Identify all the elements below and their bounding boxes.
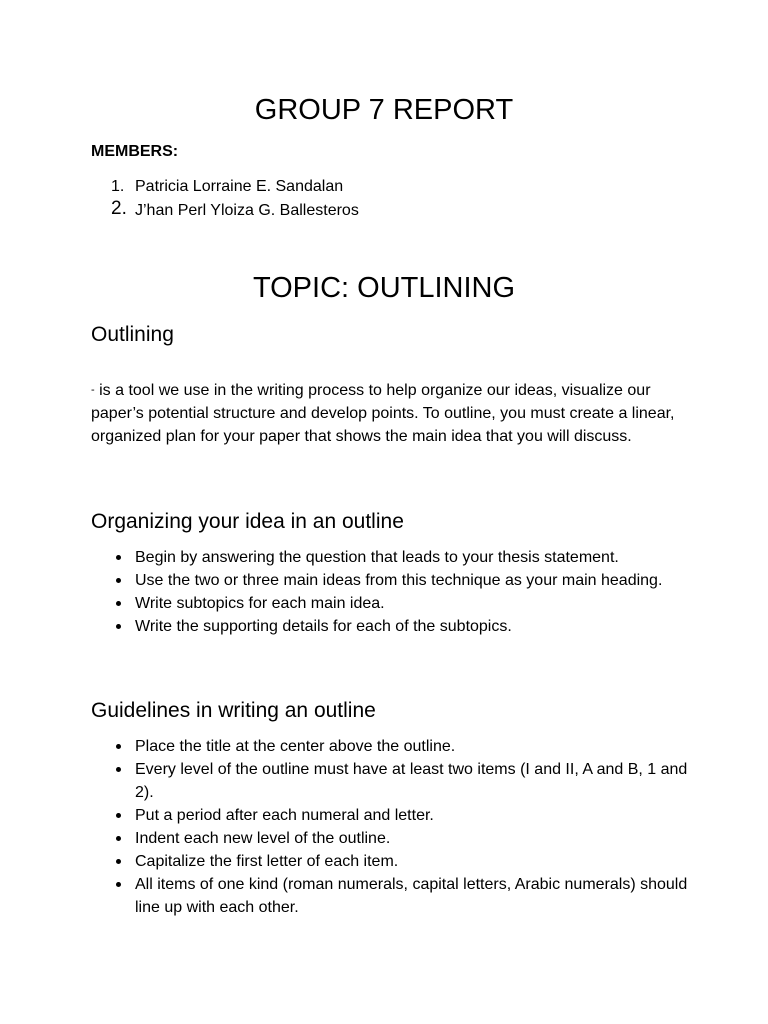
bullet-icon (116, 624, 121, 629)
outlining-definition (91, 379, 691, 448)
list-item (91, 804, 691, 827)
bullet-icon (116, 767, 121, 772)
bullet-icon (116, 882, 121, 887)
list-item-text: Capitalize the first letter of each item. (135, 853, 399, 870)
member-number: 1. (111, 178, 125, 195)
list-item-text: Write subtopics for each main idea. (135, 595, 385, 612)
list-item-text: Place the title at the center above the outline. (135, 738, 456, 755)
bullet-icon (116, 836, 121, 841)
organizing-list (91, 546, 691, 638)
list-item (91, 615, 691, 638)
members-label: MEMBERS: (91, 143, 179, 160)
bullet-icon (116, 859, 121, 864)
list-item-text: All items of one kind (roman numerals, capital letters, Arabic numerals) should line up with each other. (135, 876, 688, 916)
list-item (91, 850, 691, 873)
list-item (91, 592, 691, 615)
member-item (91, 199, 359, 223)
member-name: J’han Perl Yloiza G. Ballesteros (135, 202, 359, 219)
organizing-heading: Organizing your idea in an outline (91, 510, 404, 533)
list-item (91, 546, 691, 569)
list-item-text: Begin by answering the question that leads to your thesis statement. (135, 549, 619, 566)
definition-text: is a tool we use in the writing process to help organize our ideas, visualize our paper’s potential structure and develop points. To outline, you must create a linear, organized plan for your paper that shows the main idea that you will discuss. (91, 382, 675, 445)
list-item-text: Indent each new level of the outline. (135, 830, 391, 847)
list-item (91, 569, 691, 592)
list-item-text: Every level of the outline must have at least two items (I and II, A and B, 1 and 2). (135, 761, 688, 801)
topic-title: TOPIC: OUTLINING (252, 272, 516, 304)
list-item-text: Write the supporting details for each of the subtopics. (135, 618, 512, 635)
bullet-icon (116, 578, 121, 583)
list-item (91, 758, 691, 804)
guidelines-list (91, 735, 691, 919)
list-item (91, 827, 691, 850)
member-number: 2. (111, 198, 127, 219)
member-name: Patricia Lorraine E. Sandalan (135, 178, 344, 195)
definition-dash: - (91, 384, 95, 396)
bullet-icon (116, 813, 121, 818)
bullet-icon (116, 744, 121, 749)
outlining-heading: Outlining (91, 323, 174, 346)
guidelines-heading: Guidelines in writing an outline (91, 699, 376, 722)
report-title: GROUP 7 REPORT (254, 94, 514, 126)
list-item (91, 735, 691, 758)
bullet-icon (116, 555, 121, 560)
bullet-icon (116, 601, 121, 606)
members-list (91, 175, 359, 223)
list-item (91, 873, 691, 919)
list-item-text: Use the two or three main ideas from this technique as your main heading. (135, 572, 663, 589)
list-item-text: Put a period after each numeral and letter. (135, 807, 434, 824)
member-item (91, 175, 359, 199)
